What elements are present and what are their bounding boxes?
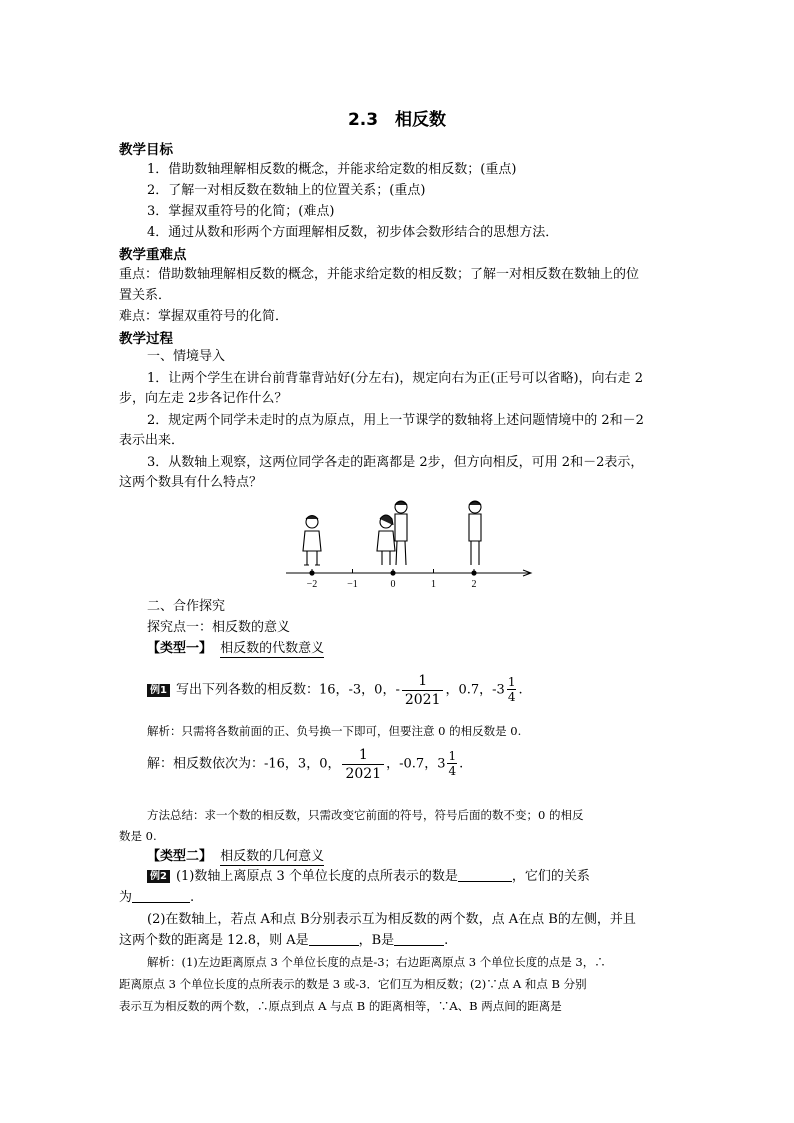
method-summary: 数是 0. (119, 829, 157, 843)
intro-heading: 一、情境导入 (147, 349, 226, 364)
goal-item: 2．了解一对相反数在数轴上的位置关系；(重点) (147, 183, 426, 198)
example-one (147, 670, 523, 711)
example-two-part2: (2)在数轴上，若点 A和点 B分别表示互为相反数的两个数，点 A在点 B的左侧，并且 (147, 912, 636, 927)
number-line-point (309, 570, 314, 575)
page-title: 2.3 相反数 (347, 110, 447, 130)
number-line-point (390, 570, 395, 575)
example-text: (1)数轴上离原点 3 个单位长度的点所表示的数是 (175, 869, 458, 884)
fraction (342, 746, 384, 783)
fraction-denominator: 4 (507, 690, 516, 704)
person-middle-boy-icon (395, 501, 407, 565)
fraction-numerator: 1 (448, 749, 457, 763)
intro-paragraph: 3．从数轴上观察，这两位同学各走的距离都是 2步，但方向相反，可用 2和－2表示， (147, 455, 644, 470)
mixed-number (505, 670, 519, 710)
key-point-line: 重点：借助数轴理解相反数的概念，并能求给定数的相反数；了解一对相反数在数轴上的位 (119, 267, 640, 282)
example-text: ，B是 (358, 933, 395, 948)
example-text: 写出下列各数的相反数：16，-3，0，- (175, 682, 400, 698)
solution-text: . (459, 756, 464, 772)
intro-paragraph: 2．规定两个同学未走时的点为原点，用上一节课学的数轴将上述问题情境中的 2和－2 (147, 413, 644, 428)
analysis-two: 距离原点 3 个单位长度的点所表示的数是 3 或-3．它们互为相反数；(2)∵点 A 和点 B 分别 (119, 977, 587, 991)
method-summary: 方法总结：求一个数的相反数，只需改变它前面的符号，符号后面的数不变；0 的相反 (147, 808, 584, 822)
example-text: 为 (119, 890, 133, 905)
example-text: ，0.7，-3 (445, 682, 505, 698)
person-middle-girl-icon (377, 515, 395, 565)
person-right-icon (469, 501, 481, 565)
goals-heading: 教学目标 (119, 142, 173, 158)
key-heading: 教学重难点 (119, 247, 187, 263)
axis-tick-label: −1 (347, 579, 358, 590)
type-one-heading (147, 639, 324, 658)
fraction-numerator: 1 (342, 746, 384, 765)
type-one-title: 相反数的代数意义 (220, 641, 325, 656)
solution-text: ，-0.7，3 (386, 756, 446, 772)
example-text: . (444, 933, 449, 948)
mixed-number (445, 744, 459, 784)
intro-paragraph: 步，向左走 2步各记作什么？ (119, 391, 288, 406)
answer-blank[interactable] (309, 945, 359, 946)
goal-item: 4．通过从数和形两个方面理解相反数，初步体会数形结合的思想方法． (147, 225, 559, 240)
number-line-figure (280, 495, 540, 595)
axis-tick-label: 1 (431, 579, 436, 590)
axis-tick-label: −2 (306, 579, 318, 590)
type-two-prefix: 【类型二】 (147, 849, 213, 864)
explore-point: 探究点一：相反数的意义 (147, 620, 291, 635)
intro-paragraph: 表示出来． (119, 433, 185, 448)
person-left-icon (303, 516, 321, 566)
intro-paragraph: 1．让两个学生在讲台前背靠背站好(分左右)，规定向右为正(正号可以省略)，向右走 2 (147, 371, 643, 386)
analysis-one: 解析：只需将各数前面的正、负号换一下即可，但要注意 0 的相反数是 0. (147, 724, 522, 738)
axis-tick-label: 2 (471, 579, 477, 590)
example-text: . (518, 682, 523, 698)
example-two (147, 867, 590, 886)
example-two-line (119, 888, 194, 907)
key-point-line: 置关系． (119, 288, 172, 303)
example-text: 这两个数的距离是 12.8，则 A是 (119, 933, 309, 948)
explore-heading: 二、合作探究 (147, 599, 226, 614)
example-text: . (190, 890, 195, 905)
type-two-title: 相反数的几何意义 (220, 849, 325, 864)
example-badge: 例1 (147, 684, 170, 697)
answer-blank[interactable] (132, 902, 190, 903)
fraction-numerator: 1 (402, 672, 444, 691)
fraction-denominator: 4 (448, 764, 457, 778)
type-one-prefix: 【类型一】 (147, 641, 213, 656)
answer-blank[interactable] (458, 881, 512, 882)
intro-paragraph: 这两个数具有什么特点？ (119, 475, 263, 490)
solution-one (147, 744, 463, 785)
difficult-point: 难点：掌握双重符号的化简． (119, 309, 289, 324)
example-badge: 例2 (147, 870, 170, 883)
answer-blank[interactable] (394, 945, 444, 946)
fraction-numerator: 1 (507, 675, 516, 689)
fraction (402, 672, 444, 709)
goal-item: 3．掌握双重符号的化简；(难点) (147, 204, 335, 219)
axis-tick-label: 0 (390, 579, 396, 590)
goal-item: 1．借助数轴理解相反数的概念，并能求给定数的相反数；(重点) (147, 162, 517, 177)
analysis-two: 解析：(1)左边距离原点 3 个单位长度的点是-3；右边距离原点 3 个单位长度的点是 3，∴ (147, 955, 606, 969)
fraction-denominator: 2021 (345, 765, 382, 782)
solution-text: 解：相反数依次为：-16，3，0， (147, 756, 341, 772)
example-text: ，它们的关系 (511, 869, 590, 884)
fraction-denominator: 2021 (404, 691, 441, 708)
example-two-part2 (119, 931, 448, 950)
process-heading: 教学过程 (119, 331, 173, 347)
analysis-two: 表示互为相反数的两个数，∴原点到点 A 与点 B 的距离相等，∵A、B 两点间的距离是 (119, 999, 562, 1013)
number-line-point (471, 570, 476, 575)
type-two-heading (147, 847, 324, 866)
